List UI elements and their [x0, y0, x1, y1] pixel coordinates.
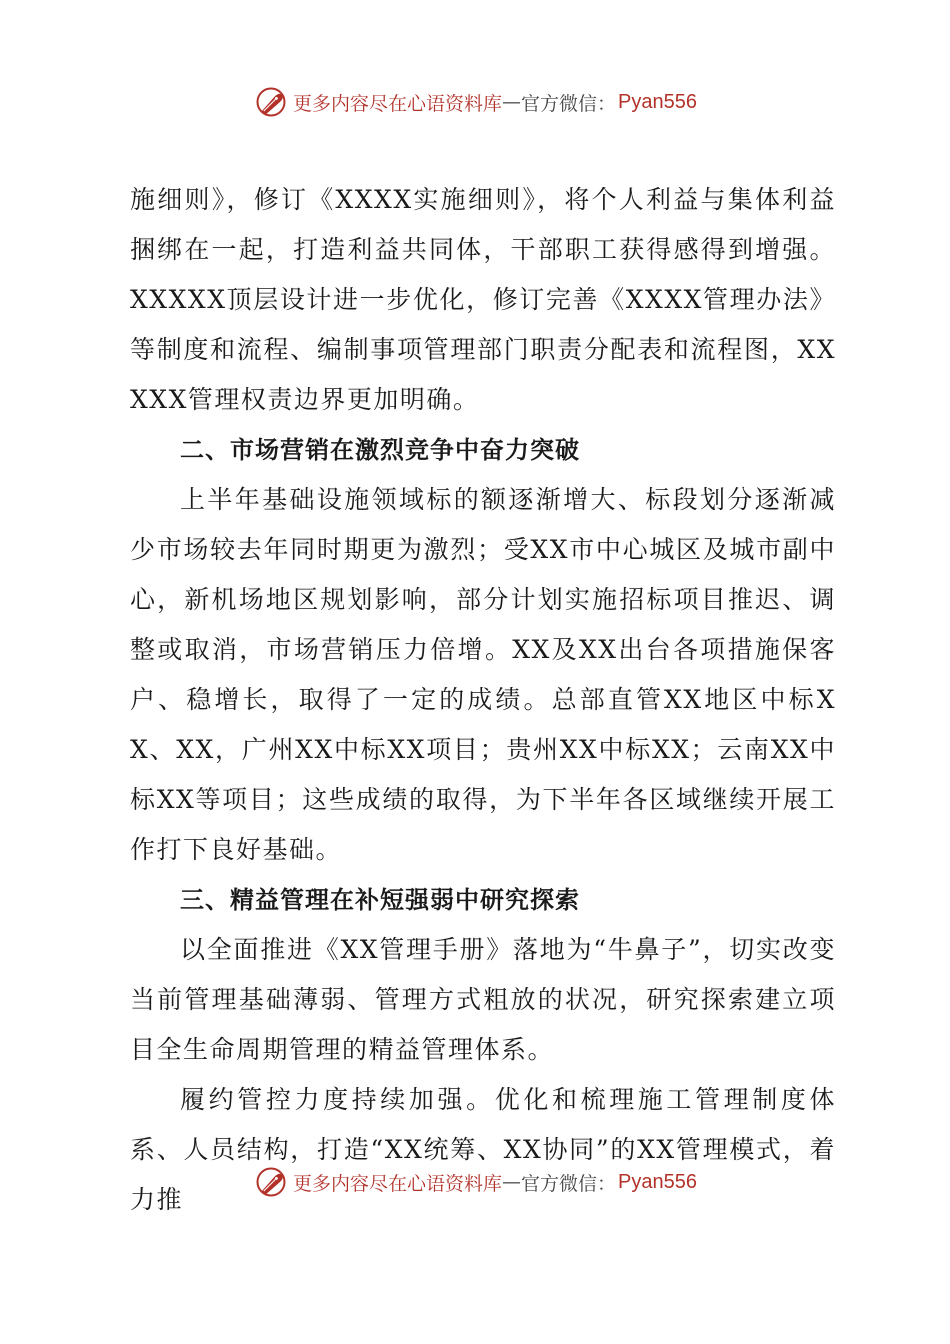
header-wechat-label: 官方微信： — [521, 92, 617, 115]
paragraph-market: 上半年基础设施领域标的额逐渐增大、标段划分逐渐减少市场较去年同时期更为激烈；受XX市中心城区及城市副中心，新机场地区规划影响，部分计划实施招标项目推迟、调整或取消，市场营销压力倍增。XX及XX出台各项措施保客户、稳增长，取得了一定的成绩。总部直管XX地区中标XX、XX，广州XX中标XX项目；贵州XX中标XX；云南XX中标XX等项目；这些成绩的取得，为下半年各区域继续开展工作打下良好基础。 — [130, 485, 836, 864]
pen-nib-logo-icon — [253, 84, 289, 120]
paragraph-lean-management: 以全面推进《XX管理手册》落地为“牛鼻子”，切实改变当前管理基础薄弱、管理方式粗放的状况，研究探索建立项目全生命周期管理的精益管理体系。 — [130, 935, 836, 1064]
header-separator: — — [502, 91, 522, 113]
footer-watermark — [0, 1162, 950, 1202]
section-heading-3: 三、精益管理在补短强弱中研究探索 — [180, 886, 580, 914]
footer-wechat-id: Pyan556 — [618, 1170, 697, 1193]
paragraph-performance-control: 履约管控力度持续加强。优化和梳理施工管理制度体系、人员结构，打造“XX统筹、XX协同”的XX管理模式，着力推 — [130, 1085, 836, 1214]
footer-separator: — — [502, 1171, 522, 1193]
document-body — [130, 175, 836, 1225]
footer-brand: 更多内容尽在心语资料库 — [293, 1172, 503, 1195]
section-heading-2: 二、市场营销在激烈竞争中奋力突破 — [180, 436, 580, 464]
header-watermark — [0, 82, 950, 122]
pen-nib-logo-icon — [253, 1164, 289, 1200]
footer-wechat-label: 官方微信： — [521, 1172, 617, 1195]
header-wechat-id: Pyan556 — [618, 90, 697, 113]
paragraph-continued: 施细则》，修订《XXXX实施细则》，将个人利益与集体利益捆绑在一起，打造利益共同体，干部职工获得感得到增强。XXXXX顶层设计进一步优化，修订完善《XXXX管理办法》等制度和流程、编制事项管理部门职责分配表和流程图，XXXXX管理权责边界更加明确。 — [130, 185, 836, 414]
header-brand: 更多内容尽在心语资料库 — [293, 92, 503, 115]
